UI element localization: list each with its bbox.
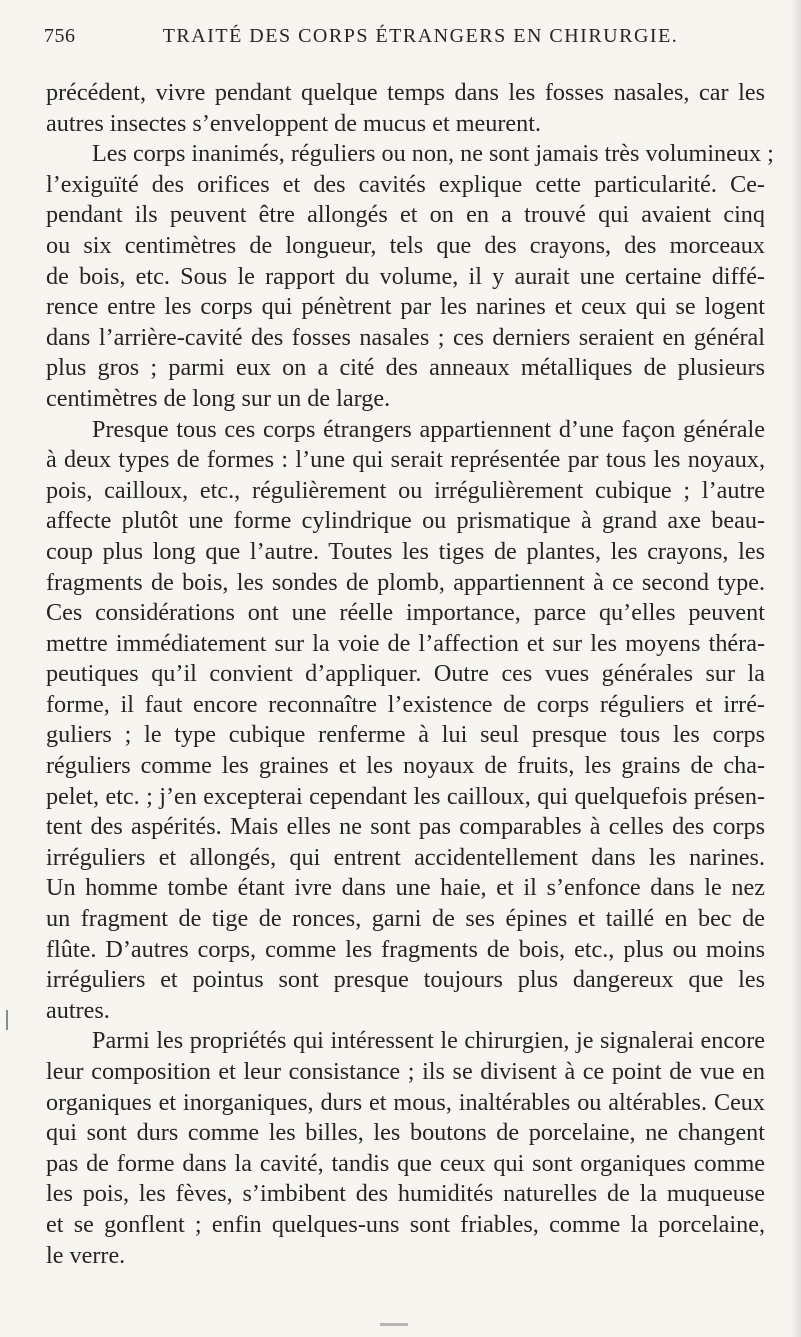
text-line: les pois, les fèves, s’imbibent des humidités naturelles de la muqueuse [46, 1180, 765, 1208]
text-line: pelet, etc. ; j’en excepterai cependant les cailloux, qui quelquefois présen- [46, 782, 765, 810]
text-line: autres insectes s’enveloppent de mucus et meurent. [46, 109, 542, 137]
print-smudge [380, 1323, 408, 1326]
text-line: irréguliers et allongés, qui entrent accidentellement dans les narines. [46, 843, 765, 871]
paragraph-start-line: Presque tous ces corps étrangers appartiennent d’une façon générale [92, 415, 765, 443]
text-line: et se gonflent ; enfin quelques-uns sont friables, comme la porcelaine, [46, 1210, 765, 1238]
text-line: qui sont durs comme les billes, les boutons de porcelaine, ne changent [46, 1119, 765, 1147]
body-text [46, 78, 774, 1271]
page-edge-shadow [791, 0, 801, 1337]
text-line: mettre immédiatement sur la voie de l’affection et sur les moyens théra- [46, 629, 765, 657]
text-line: forme, il faut encore reconnaître l’existence de corps réguliers et irré- [46, 690, 765, 718]
text-line: peutiques qu’il convient d’appliquer. Outre ces vues générales sur la [46, 660, 765, 688]
text-line: Un homme tombe étant ivre dans une haie, et il s’enfonce dans le nez [46, 874, 765, 902]
text-line: réguliers comme les graines et les noyaux de fruits, les grains de cha- [46, 752, 765, 780]
text-line: affecte plutôt une forme cylindrique ou prismatique à grand axe beau- [46, 507, 765, 535]
text-line: fragments de bois, les sondes de plomb, appartiennent à ce second type. [46, 568, 765, 596]
text-line: plus gros ; parmi eux on a cité des anneaux métalliques de plusieurs [46, 354, 765, 382]
text-line: ou six centimètres de longueur, tels que des crayons, des morceaux [46, 231, 765, 259]
text-line: coup plus long que l’autre. Toutes les tiges de plantes, les crayons, les [46, 537, 765, 565]
text-line: à deux types de formes : l’une qui serait représentée par tous les noyaux, [46, 446, 765, 474]
page-header [44, 20, 767, 52]
margin-mark [6, 1010, 8, 1030]
text-line: le verre. [46, 1241, 126, 1269]
paragraph-start-line: Parmi les propriétés qui intéressent le chirurgien, je signalerai encore [92, 1027, 765, 1055]
text-line: de bois, etc. Sous le rapport du volume, il y aurait une certaine diffé- [46, 262, 765, 290]
text-line: centimètres de long sur un de large. [46, 384, 391, 412]
page-number: 756 [44, 25, 76, 47]
text-line: leur composition et leur consistance ; ils se divisent à ce point de vue en [46, 1058, 765, 1085]
text-line: pois, cailloux, etc., régulièrement ou irrégulièrement cubique ; l’autre [46, 476, 765, 504]
text-line: dans l’arrière-cavité des fosses nasales ; ces derniers seraient en général [46, 323, 765, 351]
paragraph-start-line: Les corps inanimés, réguliers ou non, ne sont jamais très volumineux ; [92, 140, 774, 168]
text-line: irréguliers et pointus sont presque toujours plus dangereux que les [46, 966, 765, 994]
running-title: TRAITÉ DES CORPS ÉTRANGERS EN CHIRURGIE. [162, 25, 679, 47]
text-line: pas de forme dans la cavité, tandis que ceux qui sont organiques comme [46, 1149, 765, 1177]
text-line: pendant ils peuvent être allongés et on en a trouvé qui avaient cinq [46, 201, 765, 229]
text-line: guliers ; le type cubique renferme à lui seul presque tous les corps [46, 721, 765, 749]
text-line: l’exiguïté des orifices et des cavités explique cette particularité. Ce- [46, 170, 765, 198]
text-line: autres. [46, 996, 110, 1024]
text-line: un fragment de tige de ronces, garni de ses épines et taillé en bec de [46, 905, 765, 933]
text-line: organiques et inorganiques, durs et mous, inaltérables ou altérables. Ceux [46, 1088, 765, 1116]
text-line: précédent, vivre pendant quelque temps dans les fosses nasales, car les [46, 79, 765, 106]
text-line: tent des aspérités. Mais elles ne sont pas comparables à celles des corps [46, 813, 765, 841]
text-line: flûte. D’autres corps, comme les fragments de bois, etc., plus ou moins [46, 935, 765, 963]
text-line: rence entre les corps qui pénètrent par les narines et ceux qui se logent [46, 293, 765, 321]
text-line: Ces considérations ont une réelle importance, parce qu’elles peuvent [46, 599, 765, 627]
